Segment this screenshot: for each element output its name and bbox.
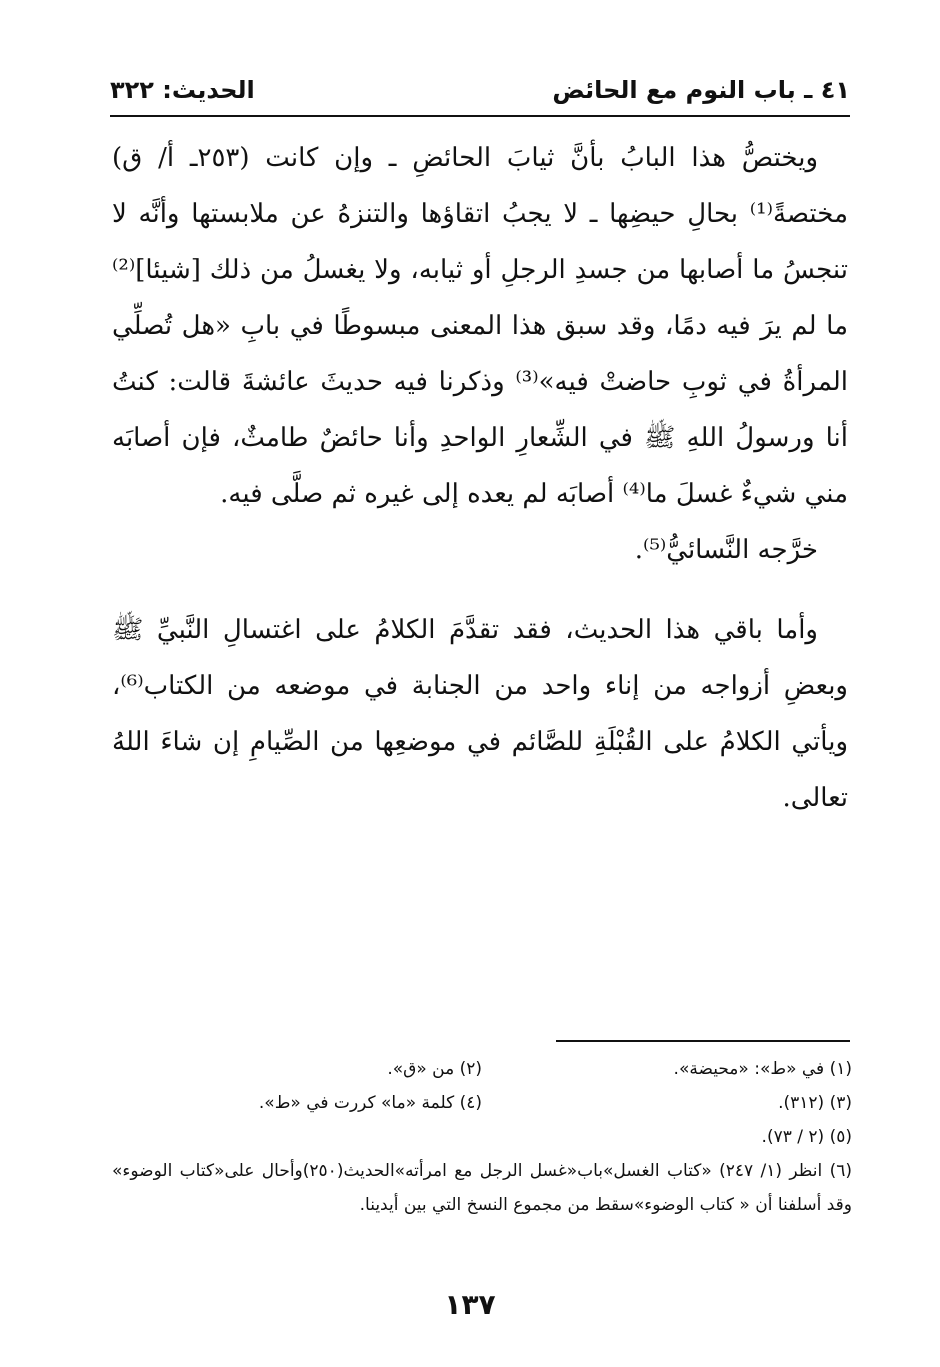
paragraph-2: خرَّجه النَّسائيُّ⁽⁵⁾. [634,535,818,565]
hadith-label: الحديث: ٣٢٢ [110,76,255,104]
footnote-6: (٦) انظر (١/ ٢٤٧) «كتاب الغسل»باب«غسل الرجل مع امرأته»الحديث(٢٥٠)وأحال على«كتاب الوضوء» وقد أسلفنا أن « كتاب الوضوء»سقط من مجموع النسخ التي بين أيدينا. [112,1161,852,1215]
footnote-4: (٤) كلمة «ما» كررت في «ط». [258,1093,482,1113]
footnote-row [112,1120,852,1154]
header-divider [110,115,850,117]
running-header [110,70,850,114]
footnotes [112,1052,852,1222]
chapter-title: ٤١ ـ باب النوم مع الحائض [552,76,850,104]
footnote-row [112,1154,852,1222]
footnote-divider [556,1040,850,1042]
page-number: ١٣٧ [444,1288,496,1321]
footnote-5: (٥) (٢ / ٧٣). [761,1127,852,1147]
paragraph-3: وأما باقي هذا الحديث، فقد تقدَّمَ الكلامُ على اغتسالِ النَّبيِّ ﷺ وبعضِ أزواجه من إناء واحد من الجنابة في موضعه من الكتاب⁽⁶⁾، ويأتي الكلامُ على القُبْلَةِ للصَّائم في موضعِها من الصِّيامِ إن شاءَ اللهُ تعالى. [112,615,848,813]
footnote-1: (١) في «ط»: «محيضة». [673,1059,852,1079]
footnote-row [112,1052,852,1086]
footnote-row [112,1086,852,1120]
paragraph-1: ويختصُّ هذا البابُ بأنَّ ثيابَ الحائضِ ـ وإن كانت (٢٥٣ـ أ/ ق) مختصةً⁽¹⁾ بحالِ حيضِها ـ لا يجبُ اتقاؤها والتنزهُ عن ملابستها وأنَّه لا تنجسُ ما أصابها من جسدِ الرجلِ أو ثيابه، ولا يغسلُ من ذلك [شيئا]⁽²⁾ ما لم يرَ فيه دمًا، وقد سبق هذا المعنى مبسوطًا في بابِ «هل تُصلِّي المرأةُ في ثوبِ حاضتْ فيه»⁽³⁾ وذكرنا فيه حديثَ عائشةَ قالت: كنتُ أنا ورسولُ اللهِ ﷺ في الشِّعارِ الواحدِ وأنا حائضٌ طامثٌ، فإن أصابَه مني شيءٌ غسلَ ما⁽⁴⁾ أصابَه لم يعده إلى غيره ثم صلَّى فيه. [112,143,849,509]
footnote-2: (٢) من «ق». [387,1059,482,1079]
footnote-3: (٣) (٣١٢). [778,1093,852,1113]
main-text [112,130,848,826]
